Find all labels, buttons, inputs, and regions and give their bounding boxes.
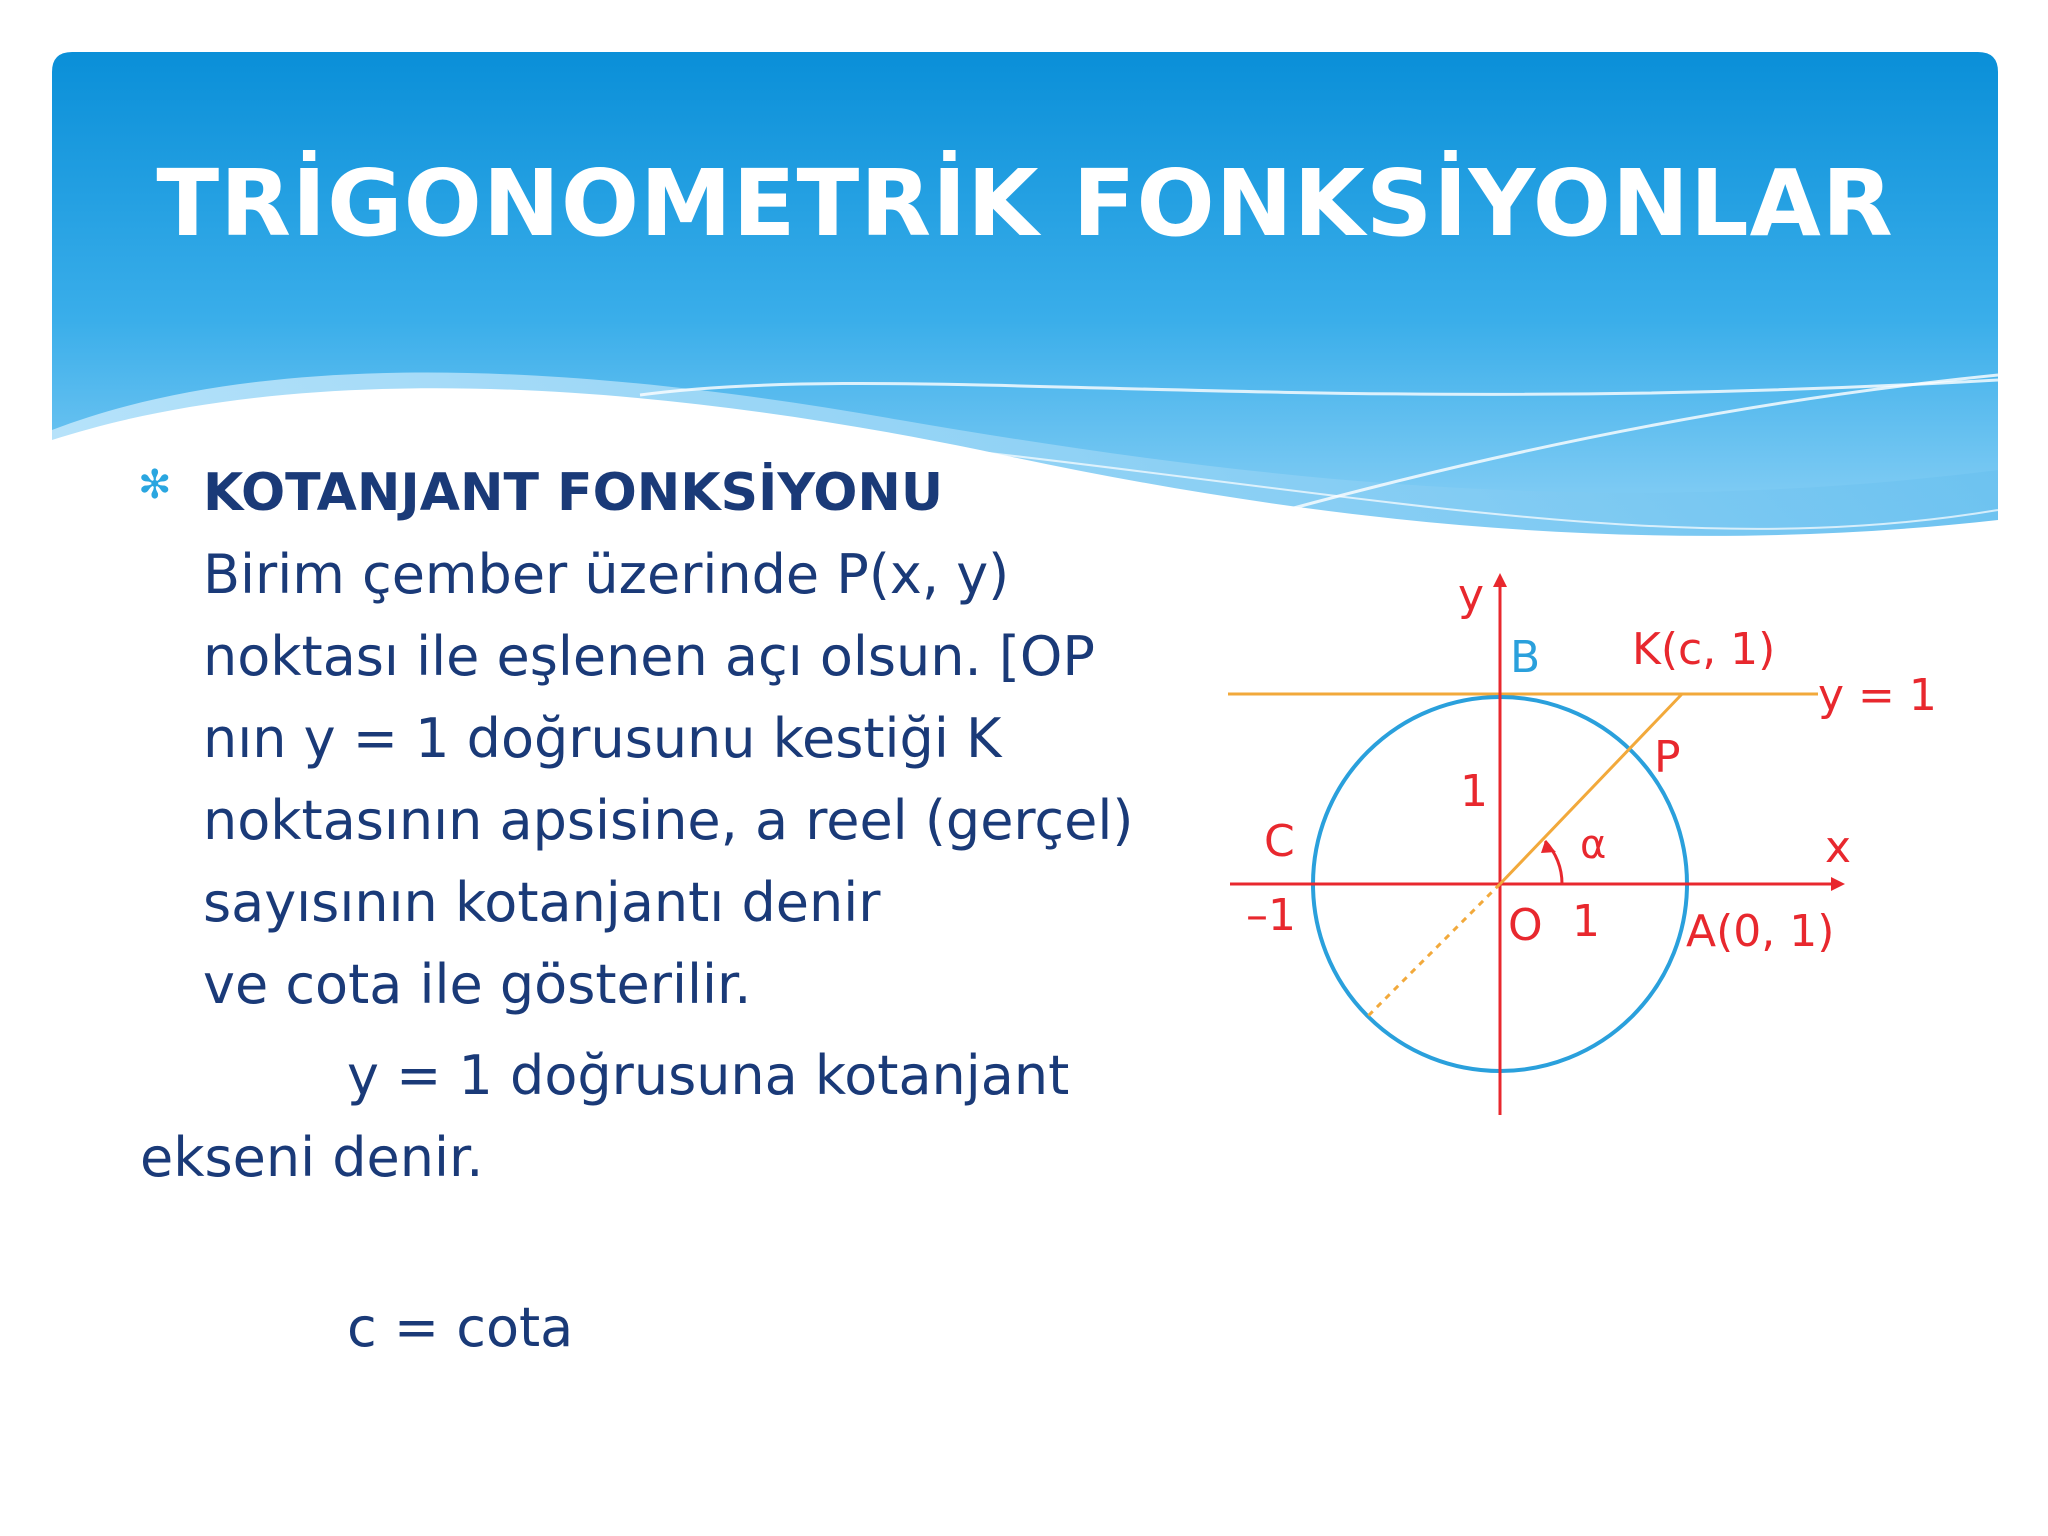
- text-line: sayısının kotanjantı denir: [203, 871, 881, 934]
- label-y: y: [1458, 570, 1485, 621]
- label-line-equation: y = 1: [1818, 670, 1937, 721]
- label-p: P: [1654, 732, 1681, 783]
- label-minus-one: –1: [1246, 890, 1296, 941]
- ray-extension: [1368, 884, 1500, 1016]
- label-c: C: [1264, 816, 1295, 867]
- axis-note: [140, 1035, 1140, 1199]
- section-heading: KOTANJANT FONKSİYONU: [203, 463, 944, 523]
- main-paragraph: [203, 452, 1203, 1026]
- label-a: A(0, 1): [1686, 906, 1835, 957]
- bullet-icon: ✻: [138, 462, 172, 508]
- label-k: K(c, 1): [1632, 624, 1776, 675]
- label-alpha: α: [1580, 822, 1607, 868]
- label-b: B: [1510, 632, 1541, 683]
- axis-note-line: ekseni denir.: [140, 1126, 484, 1189]
- label-origin: O: [1508, 900, 1543, 951]
- text-line: Birim çember üzerinde P(x, y): [203, 543, 1010, 606]
- slide-title: TRİGONOMETRİK FONKSİYONLAR: [156, 150, 1894, 257]
- text-line: ve cota ile gösterilir.: [203, 953, 752, 1016]
- formula: c = cota: [347, 1296, 574, 1359]
- label-one-vertical: 1: [1460, 766, 1488, 817]
- unit-circle-diagram: [1220, 560, 2000, 1140]
- text-line: noktasının apsisine, a reel (gerçel): [203, 789, 1134, 852]
- label-x: x: [1825, 822, 1852, 873]
- text-line: nın y = 1 doğrusunu kestiği K: [203, 707, 1002, 770]
- label-one-horizontal: 1: [1572, 896, 1600, 947]
- text-line: noktası ile eşlenen açı olsun. [OP: [203, 625, 1095, 688]
- axis-note-line: y = 1 doğrusuna kotanjant: [347, 1044, 1070, 1107]
